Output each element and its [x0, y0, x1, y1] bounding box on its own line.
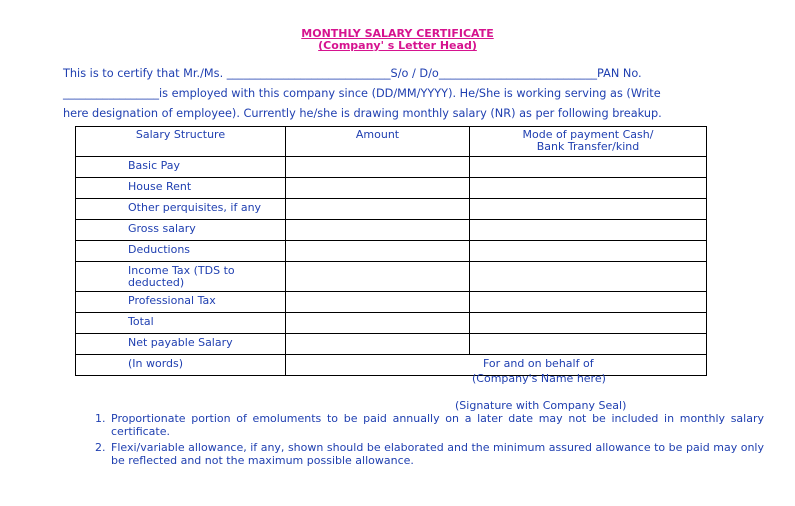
mode-cell — [470, 178, 707, 199]
amount-cell — [286, 199, 470, 220]
mode-cell — [470, 220, 707, 241]
amount-cell — [286, 178, 470, 199]
mode-cell — [470, 334, 707, 355]
header-mode-line-1: Mode of payment Cash/ — [522, 128, 654, 141]
document-subtitle: (Company' s Letter Head) — [318, 39, 477, 52]
mode-cell — [470, 241, 707, 262]
row-label: Other perquisites, if any — [76, 199, 286, 220]
note-item: 1. Proportionate portion of emoluments to be paid annually on a later date may not be included in monthly salary certificate. — [109, 412, 764, 438]
on-behalf-text: For and on behalf of — [483, 357, 594, 370]
row-label: Net payable Salary — [76, 334, 286, 355]
row-label: Income Tax (TDS to deducted) — [76, 262, 286, 292]
amount-cell — [286, 157, 470, 178]
table-row — [76, 262, 707, 292]
amount-cell — [286, 262, 470, 292]
certify-line-3: here designation of employee). Currently he/she is drawing monthly salary (NR) as per following breakup. — [63, 107, 662, 120]
mode-cell — [470, 313, 707, 334]
table-row — [76, 313, 707, 334]
row-label: Deductions — [76, 241, 286, 262]
note-item: 2. Flexi/variable allowance, if any, shown should be elaborated and the minimum assured allowance to be paid may only be reflected and not the maximum possible allowance. — [109, 441, 764, 467]
certify-line-2: _________________is employed with this company since (DD/MM/YYYY). He/She is working serving as (Write — [63, 87, 661, 100]
amount-cell — [286, 292, 470, 313]
header-mode-of-payment — [470, 127, 707, 157]
row-label: House Rent — [76, 178, 286, 199]
amount-cell — [286, 334, 470, 355]
mode-cell — [470, 199, 707, 220]
company-name-placeholder: (Company's Name here) — [472, 372, 606, 385]
header-mode-line-2: Bank Transfer/kind — [536, 140, 640, 153]
table-row — [76, 199, 707, 220]
table-row — [76, 157, 707, 178]
mode-cell — [470, 292, 707, 313]
row-label: Basic Pay — [76, 157, 286, 178]
table-row — [76, 292, 707, 313]
table-header-row — [76, 127, 707, 157]
mode-cell — [470, 262, 707, 292]
row-label: Professional Tax — [76, 292, 286, 313]
certify-line-1: This is to certify that Mr./Ms. _____________________________S/o / D/o____________________________PAN No. — [63, 67, 642, 80]
table-row — [76, 241, 707, 262]
amount-cell — [286, 241, 470, 262]
signature-seal-text: (Signature with Company Seal) — [455, 399, 627, 412]
amount-cell — [286, 313, 470, 334]
table-row — [76, 355, 707, 376]
row-label: Gross salary — [76, 220, 286, 241]
row-label: Total — [76, 313, 286, 334]
notes-list — [63, 412, 764, 470]
salary-table — [75, 126, 707, 376]
document-title: MONTHLY SALARY CERTIFICATE — [301, 27, 494, 40]
header-amount: Amount — [286, 127, 470, 157]
header-salary-structure: Salary Structure — [76, 127, 286, 157]
table-row — [76, 178, 707, 199]
row-label: (In words) — [76, 355, 286, 376]
mode-cell — [470, 157, 707, 178]
amount-cell — [286, 220, 470, 241]
table-row — [76, 220, 707, 241]
table-row — [76, 334, 707, 355]
